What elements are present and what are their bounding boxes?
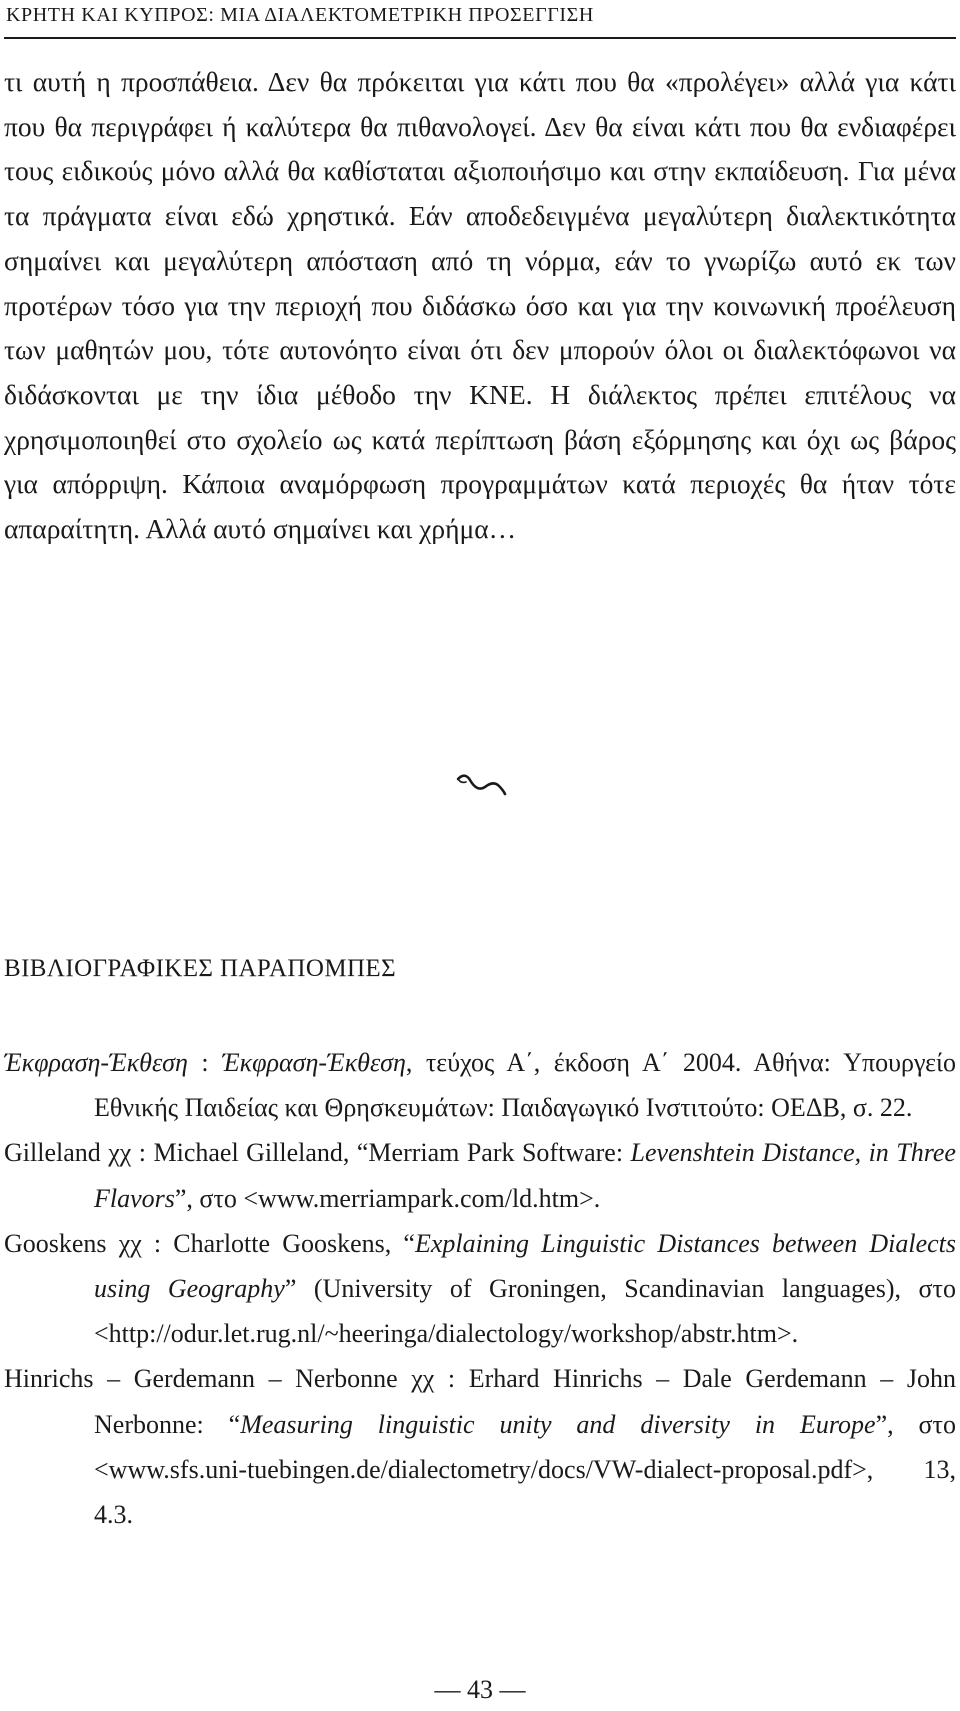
entry-key: Gilleland χχ xyxy=(4,1138,132,1168)
bibliography-entry xyxy=(4,1356,956,1537)
swash-ornament-icon xyxy=(455,770,507,800)
entry-title: Explaining Linguistic Distances between Dialects using Geography xyxy=(94,1228,956,1304)
running-header: ΚΡΗΤΗ ΚΑΙ ΚΥΠΡΟΣ: ΜΙΑ ΔΙΑΛΕΚΤΟΜΕΤΡΙΚΗ ΠΡΟΣΕΓΓΙΣΗ xyxy=(6,4,594,26)
page-number-dash-left: — xyxy=(434,1675,461,1704)
page-number xyxy=(0,1674,960,1706)
bibliography-entry xyxy=(4,1221,956,1357)
page-number-value: 43 xyxy=(467,1675,493,1704)
bibliography-entry xyxy=(4,1130,956,1220)
entry-title: Measuring linguistic unity and diversity in Europe xyxy=(240,1409,876,1439)
entry-separator: : xyxy=(141,1228,174,1258)
entry-title: Έκφραση-Έκθεση xyxy=(222,1048,406,1077)
entry-details: ”, στο <www.merriampark.com/ld.htm>. xyxy=(174,1183,601,1213)
header-rule xyxy=(4,37,956,39)
page-number-dash-right: — xyxy=(499,1675,526,1704)
entry-author: Charlotte Gooskens, “ xyxy=(173,1228,415,1258)
bibliography-entry xyxy=(4,1040,956,1130)
entry-key: Hinrichs – Gerdemann – Nerbonne χχ xyxy=(4,1364,435,1394)
entry-details: ”, στο <www.sfs.uni-tuebingen.de/dialectometry/docs/VW-dialect-proposal.pdf>, 13, 4.3. xyxy=(94,1409,956,1530)
entry-author: Michael Gilleland, “Merriam Park Software: xyxy=(153,1138,631,1168)
entry-details: ” (University of Groningen, Scandinavian languages), στο <http://odur.let.rug.nl/~heeringa/dialectology/workshop/abstr.htm>. xyxy=(94,1274,956,1349)
entry-details: , τεύχος Α΄, έκδοση Α΄ 2004. Αθήνα: Υπουργείο Εθνικής Παιδείας και Θρησκευμάτων: Παιδαγωγικό Ινστιτούτο: ΟΕΔΒ, σ. 22. xyxy=(94,1048,956,1123)
entry-separator: : xyxy=(187,1048,222,1077)
entry-separator: : xyxy=(434,1364,469,1394)
entry-key: Έκφραση-Έκθεση xyxy=(4,1048,188,1077)
body-paragraph: τι αυτή η προσπάθεια. Δεν θα πρόκειται για κάτι που θα «προλέγει» αλλά για κάτι που θα περιγράφει ή καλύτερα θα πιθανολογεί. Δεν θα είναι κάτι που θα ενδιαφέρει τους ειδικούς μόνο αλλά θα καθίσταται αξιοποιήσιμο και στην εκπαίδευση. Για μένα τα πράγματα είναι εδώ χρηστικά. Εάν αποδεδειγμένα μεγαλύτερη διαλεκτικότητα σημαίνει και μεγαλύτερη απόσταση από τη νόρμα, εάν το γνωρίζω αυτό εκ των προτέρων τόσο για την περιοχή που διδάσκω όσο και για την κοινωνική προέλευση των μαθητών μου, τότε αυτονόητο είναι ότι δεν μπορούν όλοι οι διαλεκτόφωνοι να διδάσκονται με την ίδια μέθοδο την ΚΝΕ. Η διάλεκτος πρέπει επιτέλους να χρησιμοποιηθεί στο σχολείο ως κατά περίπτωση βάση εξόρμησης και όχι ως βάρος για απόρριψη. Κάποια αναμόρφωση προγραμμάτων κατά περιοχές θα ήταν τότε απαραίτητη. Αλλά αυτό σημαίνει και χρήμα… xyxy=(4,66,956,545)
bibliography-heading: ΒΙΒΛΙΟΓΡΑΦΙΚΕΣ ΠΑΡΑΠΟΜΠΕΣ xyxy=(4,955,397,982)
entry-separator: : xyxy=(131,1138,154,1168)
entry-title: Levenshtein Distance, in Three Flavors xyxy=(94,1138,956,1213)
bibliography-list xyxy=(4,1040,956,1537)
entry-key: Gooskens χχ xyxy=(4,1228,142,1258)
entry-author: Erhard Hinrichs – Dale Gerdemann – John Nerbonne: “ xyxy=(94,1364,956,1439)
